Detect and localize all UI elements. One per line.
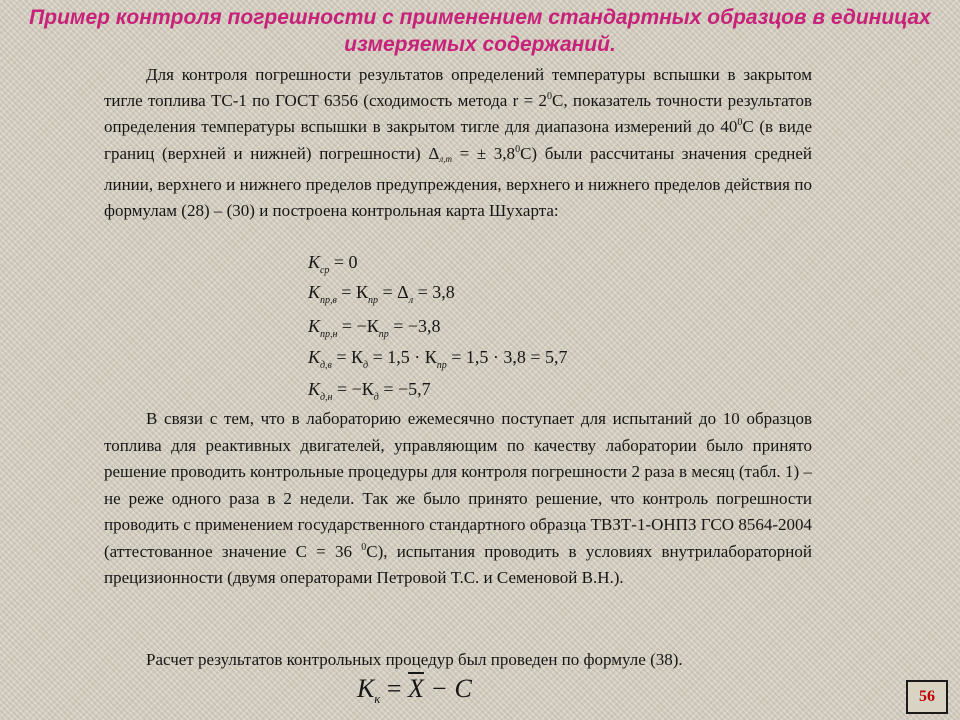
intro-text-2: С, показатель точности результатов определения температуры вспышки в закрытом тигле для диапазона измерений до 40 (104, 91, 812, 137)
procedure-text-1: В связи с тем, что в лабораторию ежемесячно поступает для испытаний до 10 образцов топлива для реактивных двигателей, управляющим по качеству лаборатории было принято решение проводить контрольные процедуры для контроля погрешности 2 раза в месяц (табл. 1) – не реже одного раза в 2 недели. Так же было принято решение, что контроль погрешности проводить с применением государственного стандартного образца ТВЗТ-1-ОНПЗ ГСО 8564-2004 (аттестованное значение С = 36 (104, 409, 812, 561)
formula-k-d-v: $К_{д,в} = К_д = 1,5 \cdot К_{пр} = 1,5 \cdot 3,8 = 5,7$ (308, 347, 568, 371)
paragraph-procedure (104, 406, 812, 592)
intro-text-3: С (в виде границ (верхней и нижней) погрешности) Δ (104, 117, 812, 163)
paragraph-intro (104, 62, 812, 224)
formula-k-pr-v: $К_{пр,в} = К_{пр} = \Delta_л = 3,8$ (308, 282, 455, 306)
degree-sup-3: 0 (515, 143, 521, 155)
formula-k-d-n: $К_{д,н} = -К_д = -5,7$ (308, 379, 431, 403)
slide-title: Пример контроля погрешности с применением стандартных образцов в единицах измеряемых содержаний. (29, 6, 931, 56)
delta-subscript: л,т (439, 153, 452, 164)
intro-text-5: С) были рассчитаны значения средней линии, верхнего и нижнего пределов предупреждения, верхнего и нижнего пределов действия по формулам (28) – (30) и построена контрольная карта Шухарта: (104, 143, 812, 221)
procedure-text-2: С), испытания проводить в условиях внутрилабораторной прецизионности (двумя операторами Петровой Т.С. и Семеновой В.Н.). (104, 541, 812, 587)
degree-sup-1: 0 (546, 91, 552, 103)
formula-k-pr-n: $К_{пр,н} = -К_{пр} = -3,8$ (308, 316, 441, 340)
formula-k-sr: $К_{ср} = 0$ (308, 252, 358, 276)
degree-sup-2: 0 (737, 117, 743, 129)
page-number-badge: 56 (906, 680, 948, 714)
degree-sup-4: 0 (361, 541, 367, 553)
paragraph-calculation: Расчет результатов контрольных процедур был проведен по формуле (38). (146, 650, 683, 669)
intro-text-4: = ± 3,8 (451, 143, 516, 163)
formula-k-k: $К_к = \overline{X} - C$ (357, 674, 472, 706)
intro-text-1: Для контроля погрешности результатов определений температуры вспышки в закрытом тигле топлива ТС-1 по ГОСТ 6356 (сходимость метода r = 2 (104, 65, 812, 111)
